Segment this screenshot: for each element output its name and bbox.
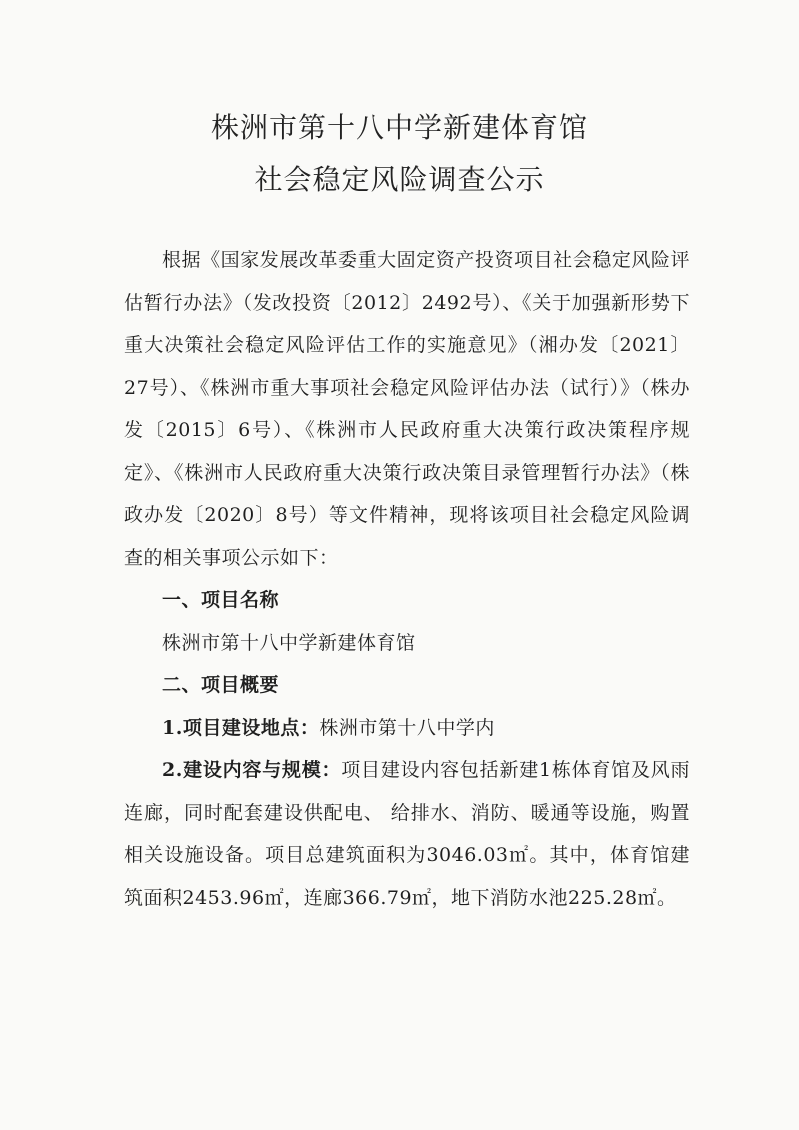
item-construction-location-text: 株洲市第十八中学内	[319, 716, 495, 739]
item-construction-scope-label: 2.建设内容与规模：	[162, 759, 342, 781]
item-construction-location-label: 1.项目建设地点：	[162, 716, 320, 739]
document-body	[124, 239, 690, 919]
item-construction-scope-text: 项目建设内容包括新建1栋体育馆及风雨连廊，同时配套建设供配电、 给排水、消防、暖通等设施，购置相关设施设备。项目总建筑面积为3046.03㎡。其中，体育馆建筑面积2453.96㎡，连廊366.79㎡，地下消防水池225.28㎡。	[124, 759, 690, 909]
item-construction-location	[124, 707, 690, 750]
intro-paragraph: 根据《国家发展改革委重大固定资产投资项目社会稳定风险评估暂行办法》（发改投资〔2012〕2492号）、《关于加强新形势下重大决策社会稳定风险评估工作的实施意见》（湘办发〔2021〕27号）、《株洲市重大事项社会稳定风险评估办法（试行）》（株办发〔2015〕6号）、《株洲市人民政府重大决策行政决策程序规定》、《株洲市人民政府重大决策行政决策目录管理暂行办法》（株政办发〔2020〕8号）等文件精神，现将该项目社会稳定风险调查的相关事项公示如下：	[124, 249, 690, 569]
document-title-line2: 社会稳定风险调查公示	[254, 163, 545, 196]
project-name-text: 株洲市第十八中学新建体育馆	[162, 631, 416, 654]
item-construction-scope	[124, 749, 690, 919]
document-title-line1: 株洲市第十八中学新建体育馆	[210, 111, 588, 144]
section-heading-project-summary: 二、项目概要	[162, 674, 280, 696]
section-heading-project-name: 一、项目名称	[162, 589, 280, 611]
